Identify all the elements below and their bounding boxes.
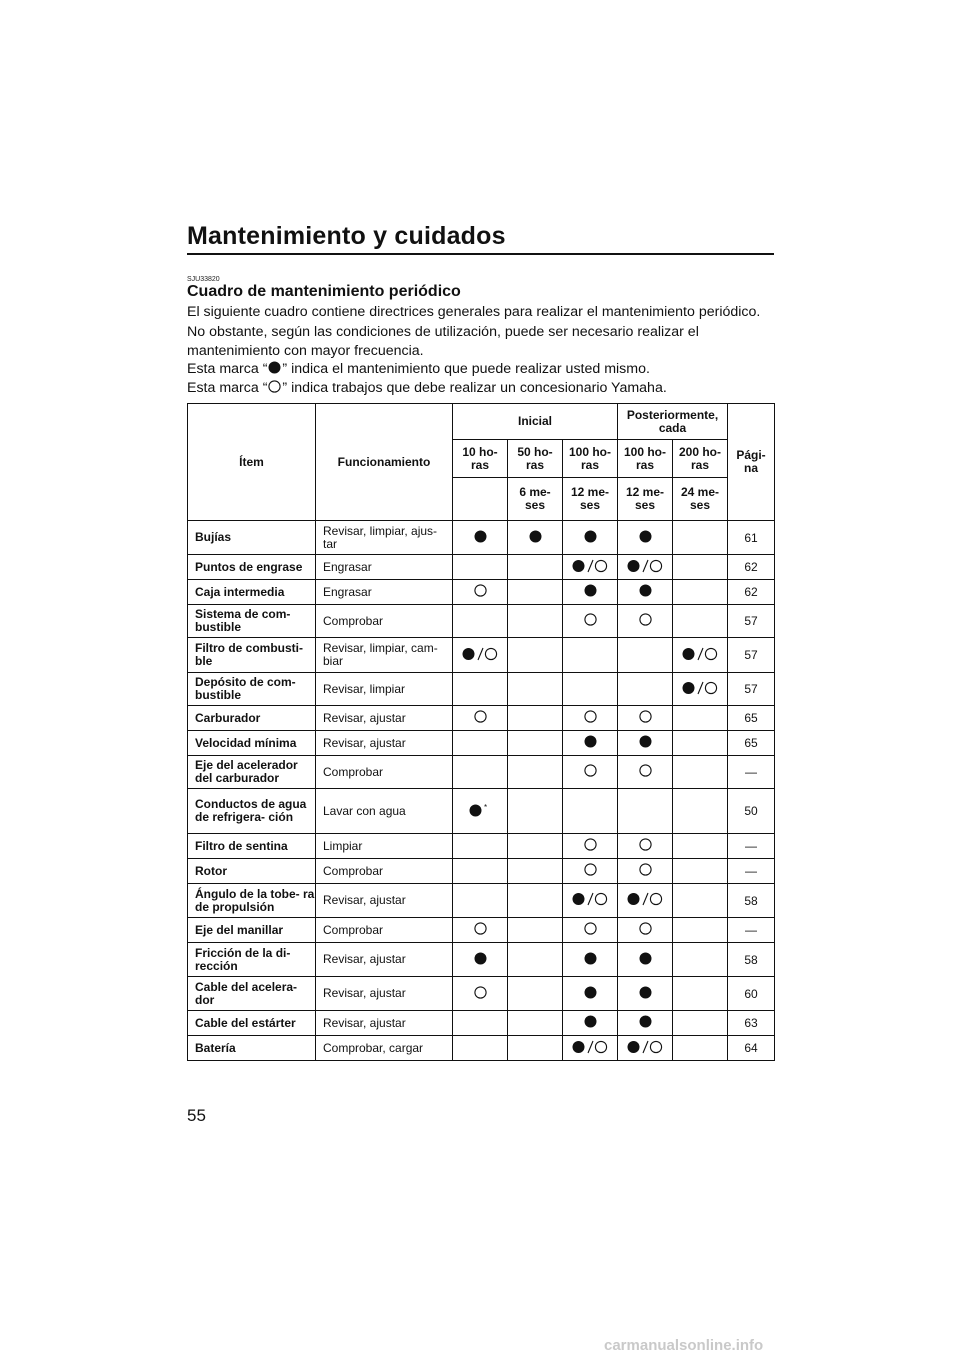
- header-interval: 50 ho- ras: [508, 440, 563, 478]
- row-operation: Revisar, ajustar: [316, 884, 453, 918]
- table-row: [188, 521, 775, 555]
- row-mark-cell: [673, 605, 728, 638]
- row-item: Batería: [188, 1036, 316, 1061]
- row-mark-cell: [508, 731, 563, 756]
- row-page: 50: [728, 789, 775, 834]
- row-mark-cell: [453, 859, 508, 884]
- row-mark-cell: [673, 859, 728, 884]
- row-operation: Engrasar: [316, 555, 453, 580]
- intro-paragraph: El siguiente cuadro contiene directrices generales para realizar el mantenimiento periódico. No obstante, según las condiciones de utilización, puede ser necesario realizar el mantenimiento con mayor frecuencia.: [187, 304, 761, 359]
- table-row: [188, 706, 775, 731]
- row-mark-cell: [563, 521, 618, 555]
- row-item: Eje del manillar: [188, 918, 316, 943]
- table-row: [188, 918, 775, 943]
- table-row: [188, 1011, 775, 1036]
- row-mark-cell: [563, 884, 618, 918]
- row-mark-cell: [453, 555, 508, 580]
- filled-dot-asterisk-icon: [469, 803, 491, 817]
- intro-text: [187, 303, 777, 362]
- row-mark-cell: [673, 977, 728, 1011]
- row-operation: Comprobar, cargar: [316, 1036, 453, 1061]
- table-row: [188, 859, 775, 884]
- row-mark-cell: [563, 731, 618, 756]
- row-mark-cell: [453, 521, 508, 555]
- row-mark-cell: [618, 756, 673, 789]
- page-title: Mantenimiento y cuidados: [187, 222, 506, 250]
- row-mark-cell: [508, 580, 563, 605]
- row-mark-cell: [508, 673, 563, 706]
- filled-dot-icon: [584, 1015, 597, 1028]
- filled-dot-icon: [474, 952, 487, 965]
- row-mark-cell: [508, 884, 563, 918]
- header-item: Ítem: [188, 404, 316, 521]
- row-mark-cell: [673, 1011, 728, 1036]
- row-mark-cell: [618, 580, 673, 605]
- row-mark-cell: [453, 706, 508, 731]
- open-circle-icon: [474, 986, 487, 999]
- row-mark-cell: [673, 731, 728, 756]
- legend-filled-post: ” indica el mantenimiento que puede realizar usted mismo.: [282, 361, 650, 377]
- legend-open-post: ” indica trabajos que debe realizar un concesionario Yamaha.: [282, 380, 667, 396]
- row-item: Cable del acelera- dor: [188, 977, 316, 1011]
- watermark: carmanualsonline.info: [604, 1337, 764, 1354]
- header-interval: 100 ho- ras: [618, 440, 673, 478]
- open-circle-icon: [639, 922, 652, 935]
- row-page: 57: [728, 673, 775, 706]
- open-circle-icon: [268, 380, 281, 399]
- row-mark-cell: [673, 918, 728, 943]
- filled-dot-icon: [268, 361, 281, 380]
- svg-text:*: *: [484, 802, 488, 812]
- row-mark-cell: [453, 918, 508, 943]
- row-operation: Lavar con agua: [316, 789, 453, 834]
- row-mark-cell: [618, 521, 673, 555]
- filled-slash-open-icon: [572, 892, 608, 906]
- row-item: Puntos de engrase: [188, 555, 316, 580]
- filled-slash-open-icon: [682, 681, 718, 695]
- row-page: 62: [728, 555, 775, 580]
- row-item: Rotor: [188, 859, 316, 884]
- row-mark-cell: [563, 605, 618, 638]
- row-mark-cell: [508, 756, 563, 789]
- row-page: 57: [728, 605, 775, 638]
- row-mark-cell: [563, 580, 618, 605]
- filled-dot-icon: [639, 952, 652, 965]
- row-mark-cell: [453, 638, 508, 673]
- row-mark-cell: [563, 834, 618, 859]
- row-mark-cell: [508, 706, 563, 731]
- filled-dot-icon: [639, 1015, 652, 1028]
- filled-dot-icon: [584, 530, 597, 543]
- row-operation: Revisar, limpiar, cam- biar: [316, 638, 453, 673]
- row-mark-cell: [618, 918, 673, 943]
- open-circle-icon: [584, 863, 597, 876]
- section-code: SJU33820: [187, 276, 220, 283]
- row-mark-cell: [618, 555, 673, 580]
- row-operation: Comprobar: [316, 605, 453, 638]
- filled-slash-open-icon: [627, 1040, 663, 1054]
- open-circle-icon: [584, 922, 597, 935]
- row-page: 58: [728, 943, 775, 977]
- row-mark-cell: [618, 834, 673, 859]
- row-mark-cell: [508, 638, 563, 673]
- row-mark-cell: [508, 1011, 563, 1036]
- row-mark-cell: [563, 1011, 618, 1036]
- open-circle-icon: [474, 710, 487, 723]
- row-operation: Comprobar: [316, 859, 453, 884]
- open-circle-icon: [639, 838, 652, 851]
- maintenance-table: [187, 403, 775, 1061]
- row-mark-cell: [563, 977, 618, 1011]
- row-mark-cell: [563, 673, 618, 706]
- header-initial: Inicial: [453, 404, 618, 440]
- row-mark-cell: [563, 706, 618, 731]
- row-page: 58: [728, 884, 775, 918]
- row-mark-cell: [563, 555, 618, 580]
- filled-dot-icon: [474, 530, 487, 543]
- row-item: Filtro de sentina: [188, 834, 316, 859]
- row-mark-cell: [453, 789, 508, 834]
- row-mark-cell: [618, 731, 673, 756]
- row-operation: Revisar, ajustar: [316, 977, 453, 1011]
- row-mark-cell: [673, 943, 728, 977]
- table-body: [188, 521, 775, 1061]
- row-mark-cell: [673, 555, 728, 580]
- open-circle-icon: [474, 922, 487, 935]
- section-title: Cuadro de mantenimiento periódico: [187, 283, 461, 300]
- row-mark-cell: [453, 673, 508, 706]
- row-item: Caja intermedia: [188, 580, 316, 605]
- table-row: [188, 977, 775, 1011]
- row-item: Sistema de com- bustible: [188, 605, 316, 638]
- row-mark-cell: [508, 977, 563, 1011]
- table-row: [188, 1036, 775, 1061]
- open-circle-icon: [639, 764, 652, 777]
- row-mark-cell: [453, 756, 508, 789]
- row-item: Conductos de agua de refrigera- ción: [188, 789, 316, 834]
- row-mark-cell: [618, 977, 673, 1011]
- header-interval: 10 ho- ras: [453, 440, 508, 478]
- row-mark-cell: [563, 859, 618, 884]
- header-months: 6 me- ses: [508, 478, 563, 521]
- legend-filled-pre: Esta marca “: [187, 361, 268, 377]
- legend-open: [187, 379, 667, 399]
- table-row: [188, 943, 775, 977]
- row-mark-cell: [618, 789, 673, 834]
- row-mark-cell: [563, 1036, 618, 1061]
- row-mark-cell: [673, 521, 728, 555]
- row-mark-cell: [453, 977, 508, 1011]
- row-page: —: [728, 756, 775, 789]
- header-months: 12 me- ses: [563, 478, 618, 521]
- row-operation: Revisar, limpiar, ajus- tar: [316, 521, 453, 555]
- row-mark-cell: [453, 1011, 508, 1036]
- row-mark-cell: [563, 789, 618, 834]
- row-operation: Comprobar: [316, 756, 453, 789]
- table-row: [188, 731, 775, 756]
- row-item: Eje del acelerador del carburador: [188, 756, 316, 789]
- row-item: Carburador: [188, 706, 316, 731]
- row-mark-cell: [673, 1036, 728, 1061]
- row-operation: Revisar, ajustar: [316, 1011, 453, 1036]
- row-mark-cell: [673, 638, 728, 673]
- filled-dot-icon: [584, 584, 597, 597]
- filled-dot-icon: [584, 952, 597, 965]
- row-mark-cell: [673, 884, 728, 918]
- row-mark-cell: [453, 731, 508, 756]
- open-circle-icon: [474, 584, 487, 597]
- row-mark-cell: [453, 884, 508, 918]
- row-page: 61: [728, 521, 775, 555]
- table-row: [188, 789, 775, 834]
- row-item: Filtro de combusti- ble: [188, 638, 316, 673]
- header-thereafter: Posteriormente, cada: [618, 404, 728, 440]
- table-row: [188, 580, 775, 605]
- legend-filled: [187, 360, 650, 380]
- row-operation: Limpiar: [316, 834, 453, 859]
- row-operation: Comprobar: [316, 918, 453, 943]
- open-circle-icon: [584, 710, 597, 723]
- table-row: [188, 756, 775, 789]
- filled-dot-icon: [584, 986, 597, 999]
- row-mark-cell: [618, 943, 673, 977]
- filled-dot-icon: [639, 735, 652, 748]
- row-mark-cell: [508, 918, 563, 943]
- header-months: 24 me- ses: [673, 478, 728, 521]
- row-mark-cell: [618, 638, 673, 673]
- row-mark-cell: [563, 918, 618, 943]
- row-mark-cell: [673, 756, 728, 789]
- row-mark-cell: [563, 756, 618, 789]
- open-circle-icon: [639, 613, 652, 626]
- filled-slash-open-icon: [572, 559, 608, 573]
- open-circle-icon: [639, 710, 652, 723]
- row-mark-cell: [563, 943, 618, 977]
- header-months: 12 me- ses: [618, 478, 673, 521]
- row-page: 65: [728, 706, 775, 731]
- row-mark-cell: [563, 638, 618, 673]
- open-circle-icon: [584, 613, 597, 626]
- row-mark-cell: [453, 943, 508, 977]
- filled-dot-icon: [639, 584, 652, 597]
- open-circle-icon: [584, 764, 597, 777]
- row-page: —: [728, 834, 775, 859]
- row-item: Cable del estárter: [188, 1011, 316, 1036]
- row-item: Bujías: [188, 521, 316, 555]
- row-mark-cell: [453, 1036, 508, 1061]
- filled-slash-open-icon: [462, 647, 498, 661]
- legend-open-pre: Esta marca “: [187, 380, 268, 396]
- row-mark-cell: [508, 859, 563, 884]
- row-operation: Revisar, ajustar: [316, 943, 453, 977]
- filled-dot-icon: [639, 986, 652, 999]
- filled-slash-open-icon: [627, 892, 663, 906]
- page-number: 55: [187, 1106, 206, 1125]
- header-interval: 200 ho- ras: [673, 440, 728, 478]
- row-item: Fricción de la di- rección: [188, 943, 316, 977]
- table-row: [188, 884, 775, 918]
- row-mark-cell: [508, 555, 563, 580]
- row-mark-cell: [673, 789, 728, 834]
- row-mark-cell: [453, 580, 508, 605]
- table-row: [188, 555, 775, 580]
- header-page: Pági- na: [728, 404, 775, 521]
- table-row: [188, 638, 775, 673]
- row-page: —: [728, 859, 775, 884]
- row-mark-cell: [673, 706, 728, 731]
- row-mark-cell: [618, 706, 673, 731]
- table-row: [188, 673, 775, 706]
- row-item: Velocidad mínima: [188, 731, 316, 756]
- filled-dot-icon: [584, 735, 597, 748]
- filled-dot-icon: [529, 530, 542, 543]
- row-mark-cell: [673, 834, 728, 859]
- row-mark-cell: [618, 673, 673, 706]
- filled-slash-open-icon: [572, 1040, 608, 1054]
- row-mark-cell: [508, 605, 563, 638]
- row-mark-cell: [453, 834, 508, 859]
- row-mark-cell: [618, 884, 673, 918]
- row-item: Depósito de com- bustible: [188, 673, 316, 706]
- row-operation: Engrasar: [316, 580, 453, 605]
- filled-dot-icon: [639, 530, 652, 543]
- row-operation: Revisar, limpiar: [316, 673, 453, 706]
- row-page: —: [728, 918, 775, 943]
- row-item: Ángulo de la tobe- ra de propulsión: [188, 884, 316, 918]
- row-mark-cell: [453, 605, 508, 638]
- header-interval: 100 ho- ras: [563, 440, 618, 478]
- filled-slash-open-icon: [682, 647, 718, 661]
- row-mark-cell: [618, 605, 673, 638]
- row-page: 63: [728, 1011, 775, 1036]
- row-operation: Revisar, ajustar: [316, 731, 453, 756]
- row-operation: Revisar, ajustar: [316, 706, 453, 731]
- table-row: [188, 605, 775, 638]
- row-mark-cell: [508, 943, 563, 977]
- table-row: [188, 834, 775, 859]
- row-mark-cell: [508, 789, 563, 834]
- row-mark-cell: [618, 1011, 673, 1036]
- row-page: 64: [728, 1036, 775, 1061]
- open-circle-icon: [584, 838, 597, 851]
- row-mark-cell: [673, 673, 728, 706]
- row-mark-cell: [508, 834, 563, 859]
- row-mark-cell: [508, 521, 563, 555]
- row-page: 60: [728, 977, 775, 1011]
- title-divider: [187, 253, 774, 255]
- row-mark-cell: [618, 1036, 673, 1061]
- header-operation: Funcionamiento: [316, 404, 453, 521]
- header-months: [453, 478, 508, 521]
- open-circle-icon: [639, 863, 652, 876]
- row-page: 57: [728, 638, 775, 673]
- row-mark-cell: [618, 859, 673, 884]
- row-mark-cell: [508, 1036, 563, 1061]
- row-page: 65: [728, 731, 775, 756]
- row-mark-cell: [673, 580, 728, 605]
- row-page: 62: [728, 580, 775, 605]
- filled-slash-open-icon: [627, 559, 663, 573]
